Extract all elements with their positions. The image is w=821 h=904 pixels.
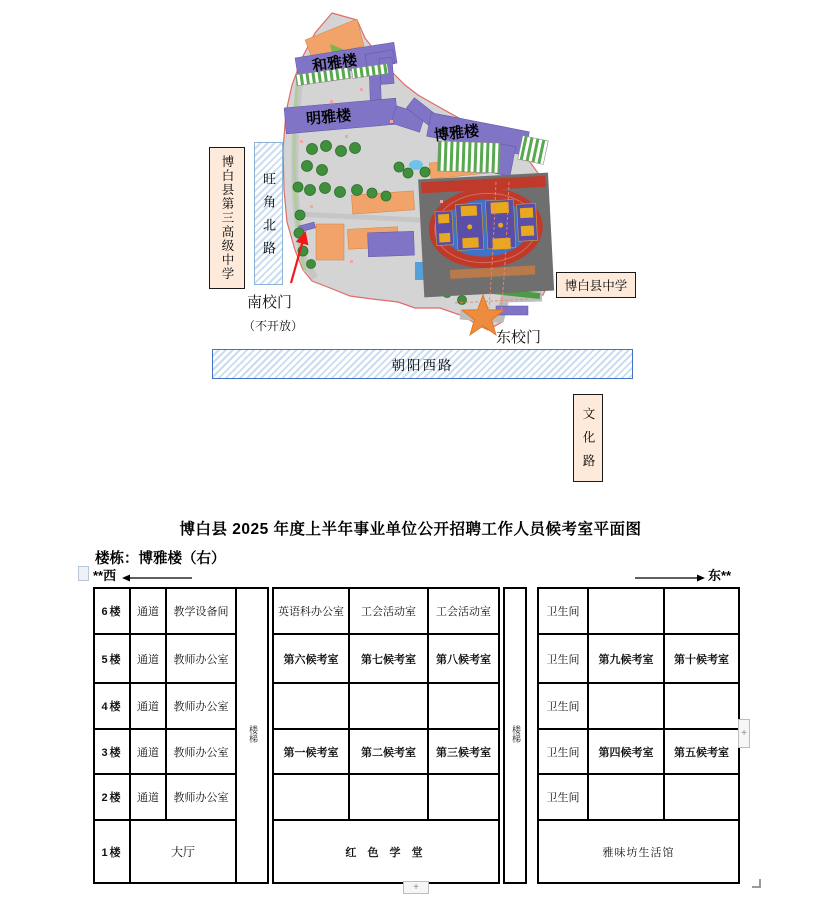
cell-aisle: 通道 bbox=[130, 634, 166, 683]
cell-empty bbox=[349, 683, 428, 729]
cell-aisle: 通道 bbox=[130, 729, 166, 774]
gap bbox=[526, 729, 538, 774]
cell-office: 教师办公室 bbox=[166, 683, 236, 729]
cell-office: 教学设备间 bbox=[166, 588, 236, 634]
cell-toilet: 卫生间 bbox=[538, 683, 588, 729]
cell-waiting-room: 第七候考室 bbox=[349, 634, 428, 683]
cell-toilet: 卫生间 bbox=[538, 588, 588, 634]
table-row-floor6 bbox=[94, 588, 739, 634]
cell-office: 教师办公室 bbox=[166, 634, 236, 683]
cell-waiting-room: 第二候考室 bbox=[349, 729, 428, 774]
cell-waiting-room: 第十候考室 bbox=[664, 634, 739, 683]
cell-toilet: 卫生间 bbox=[538, 774, 588, 820]
cell-empty bbox=[664, 683, 739, 729]
gap bbox=[499, 774, 504, 820]
cell-office: 教师办公室 bbox=[166, 774, 236, 820]
cell-empty bbox=[588, 774, 664, 820]
building-line: 楼栋：博雅楼（右） bbox=[95, 551, 226, 567]
cell-floor: 2楼 bbox=[94, 774, 130, 820]
gap bbox=[499, 683, 504, 729]
cell-empty bbox=[273, 683, 349, 729]
margin-marker bbox=[78, 566, 89, 581]
cell-stairs-left: 楼梯 bbox=[236, 588, 268, 883]
cell-room: 英语科办公室 bbox=[273, 588, 349, 634]
cell-empty bbox=[588, 683, 664, 729]
cell-waiting-room: 第四候考室 bbox=[588, 729, 664, 774]
cell-waiting-room: 第五候考室 bbox=[664, 729, 739, 774]
east-school-box bbox=[556, 272, 636, 298]
road-wenhua-box bbox=[573, 394, 603, 482]
cell-room: 工会活动室 bbox=[349, 588, 428, 634]
cell-waiting-room: 第三候考室 bbox=[428, 729, 499, 774]
cell-empty bbox=[428, 683, 499, 729]
road-wangjiao bbox=[254, 142, 283, 285]
cell-empty bbox=[349, 774, 428, 820]
gap bbox=[499, 820, 504, 883]
cell-red-classroom: 红 色 学 堂 bbox=[273, 820, 499, 883]
east-school-label: 博白县中学 bbox=[564, 279, 628, 293]
cell-floor: 5楼 bbox=[94, 634, 130, 683]
cell-waiting-room: 第九候考室 bbox=[588, 634, 664, 683]
building-label-heyalou: 和雅楼 bbox=[311, 51, 359, 76]
table-insert-row-handle[interactable]: + bbox=[403, 881, 429, 894]
cell-aisle: 通道 bbox=[130, 588, 166, 634]
cell-floor: 1楼 bbox=[94, 820, 130, 883]
cell-toilet: 卫生间 bbox=[538, 634, 588, 683]
east-arrow bbox=[633, 572, 705, 584]
cell-lobby: 大厅 bbox=[130, 820, 236, 883]
table-row-floor4 bbox=[94, 683, 739, 729]
table-row-floor2 bbox=[94, 774, 739, 820]
floor-plan-table bbox=[93, 587, 740, 884]
cell-office: 教师办公室 bbox=[166, 729, 236, 774]
cell-waiting-room: 第一候考室 bbox=[273, 729, 349, 774]
cell-aisle: 通道 bbox=[130, 683, 166, 729]
gap bbox=[499, 634, 504, 683]
cell-life-shop: 雅味坊生活馆 bbox=[538, 820, 739, 883]
gap bbox=[526, 774, 538, 820]
gap bbox=[526, 588, 538, 634]
table-resize-handle[interactable] bbox=[752, 879, 761, 888]
gap bbox=[526, 820, 538, 883]
cell-floor: 3楼 bbox=[94, 729, 130, 774]
west-direction-label: **西 bbox=[93, 568, 117, 583]
cell-waiting-room: 第八候考室 bbox=[428, 634, 499, 683]
page-title: 博白县 2025 年度上半年事业单位公开招聘工作人员候考室平面图 bbox=[179, 521, 642, 538]
cell-room: 工会活动室 bbox=[428, 588, 499, 634]
gap bbox=[526, 634, 538, 683]
cell-room bbox=[588, 588, 664, 634]
table-row-floor5 bbox=[94, 634, 739, 683]
cell-floor: 4楼 bbox=[94, 683, 130, 729]
south-gate-label: 南校门 bbox=[247, 294, 293, 311]
gap bbox=[526, 683, 538, 729]
road-wenhua-label: 文化路 bbox=[581, 407, 595, 478]
south-gate-note: （不开放） bbox=[243, 319, 304, 333]
cell-empty bbox=[273, 774, 349, 820]
cell-aisle: 通道 bbox=[130, 774, 166, 820]
table-row-floor3 bbox=[94, 729, 739, 774]
cell-waiting-room: 第六候考室 bbox=[273, 634, 349, 683]
table-insert-column-handle[interactable]: + bbox=[738, 719, 750, 748]
west-school-label: 博白县第三高级中学 bbox=[220, 155, 234, 281]
cell-empty bbox=[664, 774, 739, 820]
west-school-box bbox=[209, 147, 245, 289]
road-chaoyang-label: 朝阳西路 bbox=[391, 358, 454, 373]
sports-field bbox=[418, 173, 554, 298]
east-direction-label: 东** bbox=[708, 568, 732, 583]
cell-room bbox=[664, 588, 739, 634]
table-row-floor1 bbox=[94, 820, 739, 883]
building-label-mingyalou: 明雅楼 bbox=[305, 107, 352, 128]
west-arrow bbox=[122, 572, 194, 584]
east-gate-label: 东校门 bbox=[496, 329, 542, 346]
cell-empty bbox=[428, 774, 499, 820]
cell-floor: 6楼 bbox=[94, 588, 130, 634]
road-chaoyang bbox=[212, 349, 633, 379]
road-wangjiao-label: 旺角北路 bbox=[261, 171, 276, 264]
building-label-boyalou: 博雅楼 bbox=[433, 122, 480, 145]
gap bbox=[499, 729, 504, 774]
cell-stairs-right: 楼梯 bbox=[504, 588, 526, 883]
cell-toilet: 卫生间 bbox=[538, 729, 588, 774]
